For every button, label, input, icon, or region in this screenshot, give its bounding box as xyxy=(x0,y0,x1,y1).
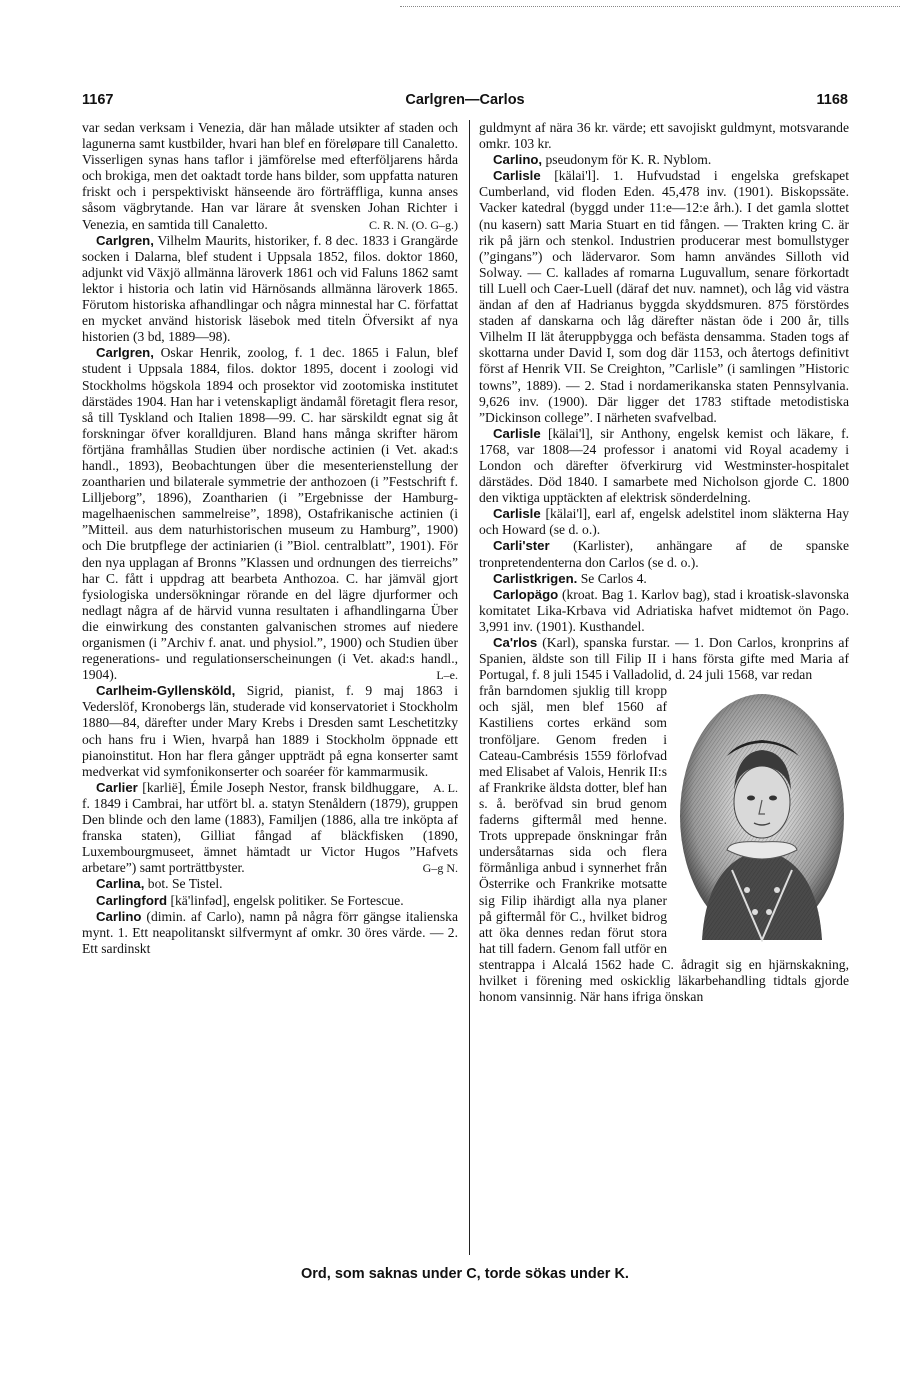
entry-headword: Carlisle xyxy=(493,168,541,184)
entry-text: Vilhelm Maurits, historiker, f. 8 dec. 1833 i Grangärde socken i Dalarna, blef student i Uppsala 1852, filos. doktor 1860, adjunkt vid Växjö allmänna läroverk 1861 och vid Faluns 1862 samt lektor i historia och latin vid Härnösands allmänna läroverk 1865. Förutom historiska afhandlingar och några minnestal har C. författat en mycket använd historisk läsebok med titeln Öfversikt af nya historien (3 bd, 1889—98). xyxy=(82,232,458,345)
carlos-biography-text: från barndomen sjuklig till kropp och själ, men blef 1560 af Kastiliens cortes erkänd som tronföljare. Genom freden i Cateau-Cambrésis 1559 förlofvad med Elisabet af Valois, Henrik II:s af Frankrike äldsta dotter, blef han s. å. beröfvad sin brud genom faderns giftermål med henne. Trots upprepade önskningar från undersåtarnas sida och flera förmånliga anbud i synnerhet från Österrike och Frankrike motsatte sig Filip ihärdigt alla nya planer på giftermål för C., hvilket bidrog att öka dennes redan förut stora hat till fadern. Genom fall utför en stentrappa i Alcalá 1562 hade C. ådragit sig en hjärnskakning, hvilket i förening med oskicklig läkarbehandling tidtals gjorde honom vansinnig. När hans ifriga önskan xyxy=(479,683,849,1005)
entry-headword: Carlgren, xyxy=(96,232,154,248)
entry-headword: Carli'ster xyxy=(493,538,550,554)
entry-text: [kälai'l], earl af, engelsk adelstitel inom släkterna Hay och Howard (se d. o.). xyxy=(479,506,849,538)
entry-headword: Carlier xyxy=(96,779,138,795)
left_paragraphs-entry xyxy=(82,893,458,909)
entry-text: [kälai'l]. 1. Hufvudstad i engelska grefskapet Cumberland, vid floden Eden. 45,478 inv. (1901). Biskopssäte. Vacker katedral (byggd under 11:e—12:e årh.). I det gamla slottet (nu kasern) satt Maria Stuart en tid fången. — Trakten kring C. är rik på järn och stenkol. Industrien producerar mest bomullstyger (”gingans”) och lädervaror. Som hamn användes Silloth vid Solway. — C. kallades af romarna Luguvallum, senare förkortadt till Luell och Caer-Luell (däraf det nuv. namnet), och låg vid västra ändan af den af Hadrianus byggda skyddsmuren. 875 förstördes staden af danskarna och låg därefter nästan öde i 200 år, tills Vilhelm II lät återuppbygga och befästa densamma. Staden togs af skottarna under David I, som dog där 1153, och återtogs definitivt först af Henrik VII. Se Creighton, ”Carlisle” (i samlingen ”Historic towns”, 1889). — 2. Stad i nordamerikanska staten Pennsylvania. 9,626 inv. (1900). Där ligger det 1783 stiftade metodistiska ”Dickinson college”. I närheten svafvelbad. xyxy=(479,168,849,425)
entry-text: pseudonym för K. R. Nyblom. xyxy=(545,152,712,168)
right_paragraphs_top-entry xyxy=(479,426,849,506)
carlos-continuation xyxy=(479,683,849,1005)
entry-headword: Carlingford xyxy=(96,892,168,908)
entry-text: (kroat. Bag 1. Karlov bag), stad i kroatisk-slavonska komitatet Lika-Krbava vid Adriatiska hafvet midtemot ön Pago. 3,991 inv. (1901). Kusthandel. xyxy=(479,586,849,634)
left_paragraphs-entry xyxy=(82,120,458,233)
right-column xyxy=(479,120,849,1255)
left-column xyxy=(82,120,458,1255)
page-footer-note: Ord, som saknas under C, torde sökas under K. xyxy=(301,1266,629,1282)
right_paragraphs_top-entry xyxy=(479,587,849,635)
right_paragraphs_top-entry xyxy=(479,635,849,683)
entry-text: (Karlister), anhängare af de spanske tronpretendenterna don Carlos (se d. o.). xyxy=(479,538,849,570)
entry-headword: Carlino xyxy=(96,908,142,924)
column-divider xyxy=(469,120,470,1255)
right_paragraphs_top-entry xyxy=(479,506,849,538)
entry-text: [kä'linfəd], engelsk politiker. Se Fortescue. xyxy=(170,892,404,908)
page-header xyxy=(82,92,848,114)
entry-text: Se Carlos 4. xyxy=(580,570,647,586)
entry-text: Sigrid, pianist, f. 9 maj 1863 i Vederslöf, Kronobergs län, studerade vid konservatoriet i Stockholm 1880—84, därefter under Mary Krebs i Dresden samt Leschetitzky och hans fru i Wien, hvarpå han 1889 i Stockholm öppnade ett pianoinstitut. Hon har flera gånger uppträdt på egna konserter samt medverkat vid symfonikonserter och soaréer för kammarmusik. xyxy=(82,683,458,779)
right-column-entries xyxy=(479,120,849,683)
running-title: Carlgren—Carlos xyxy=(405,92,525,108)
entry-headword: Carlina, xyxy=(96,876,145,892)
portrait-don-carlos xyxy=(675,687,849,945)
entry-text: bot. Se Tistel. xyxy=(147,876,223,892)
entry-headword: Carlisle xyxy=(493,506,541,522)
right_paragraphs_top-entry xyxy=(479,538,849,570)
entry-headword: Carlopägo xyxy=(493,586,559,602)
left_paragraphs-entry xyxy=(82,780,458,877)
entry-headword: Carlisle xyxy=(493,425,541,441)
author-signature: L–e. xyxy=(436,668,458,683)
author-signature: C. R. N. (O. G–g.) xyxy=(369,217,458,232)
entry-text: guldmynt af nära 36 kr. värde; ett savojiskt guldmynt, motsvarande omkr. 103 kr. xyxy=(479,120,849,152)
portrait-engraving-icon xyxy=(677,690,847,942)
right_paragraphs_top-entry xyxy=(479,152,849,168)
page-number-left: 1167 xyxy=(82,92,114,108)
entry-text: (Karl), spanska furstar. — 1. Don Carlos, kronprins af Spanien, äldste son till Filip II i hans första gifte med Maria af Portugal, f. 8 juli 1545 i Valladolid, d. 24 juli 1568, var redan xyxy=(479,635,849,683)
entry-text: var sedan verksam i Venezia, där han målade utsikter af staden och lagunerna samt kustbilder, hvari han blef en föreløpare till Canaletto. Visserligen synas hans taflor i jämförelse med efterföljarens hårda och brokiga, men det oaktadt torde hans bilder, som uppfatta naturen friskt och i perspektiviskt hänseende äro förträffliga, kunna anses såsom vägbrytande. Han var lärare åt svensken Johan Richter i Venezia, en samtida till Canaletto. xyxy=(82,120,458,232)
right_paragraphs_top-entry xyxy=(479,120,849,152)
left_paragraphs-entry xyxy=(82,233,458,346)
left_paragraphs-entry xyxy=(82,345,458,683)
left_paragraphs-entry xyxy=(82,876,458,892)
author-signature: A. L. xyxy=(433,780,458,795)
entry-headword: Carlheim-Gyllensköld, xyxy=(96,683,236,699)
entry-text: Oskar Henrik, zoolog, f. 1 dec. 1865 i Falun, blef student i Uppsala 1884, filos. doktor 1895, docent i zoologi vid Stockholms högskola 1894 och prosektor vid zootomiska institutet därstädes 1904. Han har i vetenskapligt ändamål företagit flera resor, så till Tyskland och Italien 1898—99. C. har särskildt egnat sig åt forskningar öfver koralldjuren. Bland hans många skrifter härom förtjäna framhållas Studien über nordische actinien (i Vet. akad:s handl., 1893), Beobachtungen über die mesenterienstellung der zoantharien und bilaterale symmetrie der anthozoen (i ”Festschrift f. Lilljeborg”, 1896), Zoantharien (i ”Ergebnisse der Hamburg-magelhaenischen sammelreise”, 1898), Ostafrikanische actinien (i ”Mitteil. aus dem naturhistorischen museum zu Hamburg”, 1900) och Die brutpflege der actiniarien (i ”Biol. centralblatt”, 1901). För den nya upplagan af Bronns ”Klassen und ordnungen des tierreichs” har C. fått i uppdrag att bearbeta Anthozoa. C. har jämväl gjort fysiologiska undersökningar rörande en del lägre djurformer och nedlagt några af de härvid vunna resultaten i afhandlingarna Über die einwirkung des constanten galvanischen stromes auf niedere organismen (i ”Archiv f. anat. und physiol.”, 1900) och Studien über regenerations- und regulationserscheinungen (i Vet. akad:s handl., 1904). xyxy=(82,345,458,683)
author-signature: G–g N. xyxy=(422,861,458,876)
entry-text: [karlië], Émile Joseph Nestor, fransk bildhuggare, f. 1849 i Cambrai, har utfört bl. a. statyn Stenåldern (1879), gruppen Den blinde och den lame (1883), Familjen (1886, alla tre inköpta af franska staten), Gilliat fångad af bläckfisken (1890, Luxembourgmuseet, ämnet hämtadt ur Victor Hugos ”Hafvets arbetare”) samt porträttbyster. xyxy=(82,779,458,876)
entry-text: (dimin. af Carlo), namn på några förr gängse italienska mynt. 1. Ett neapolitanskt silfvermynt af omkr. 30 öres värde. — 2. Ett sardinskt xyxy=(82,908,458,956)
entry-text: [kälai'l], sir Anthony, engelsk kemist och läkare, f. 1768, var 1808—24 professor i anatomi vid Royal academy i London och därefter öfverkirurg vid Westminster-hospitalet därstädes. Död 1840. I samarbete med Nicholson gjorde C. 1800 den viktiga upptäckten af elektrisk sönderdelning. xyxy=(479,425,849,506)
left_paragraphs-entry xyxy=(82,909,458,957)
entry-headword: Carlistkrigen. xyxy=(493,570,578,586)
page-number-right: 1168 xyxy=(816,92,848,108)
right_paragraphs_top-entry xyxy=(479,168,849,426)
entry-headword: Ca'rlos xyxy=(493,635,538,650)
top-scan-line xyxy=(400,6,900,10)
entry-headword: Carlino, xyxy=(493,152,543,168)
right_paragraphs_top-entry xyxy=(479,571,849,587)
entry-headword: Carlgren, xyxy=(96,345,154,361)
